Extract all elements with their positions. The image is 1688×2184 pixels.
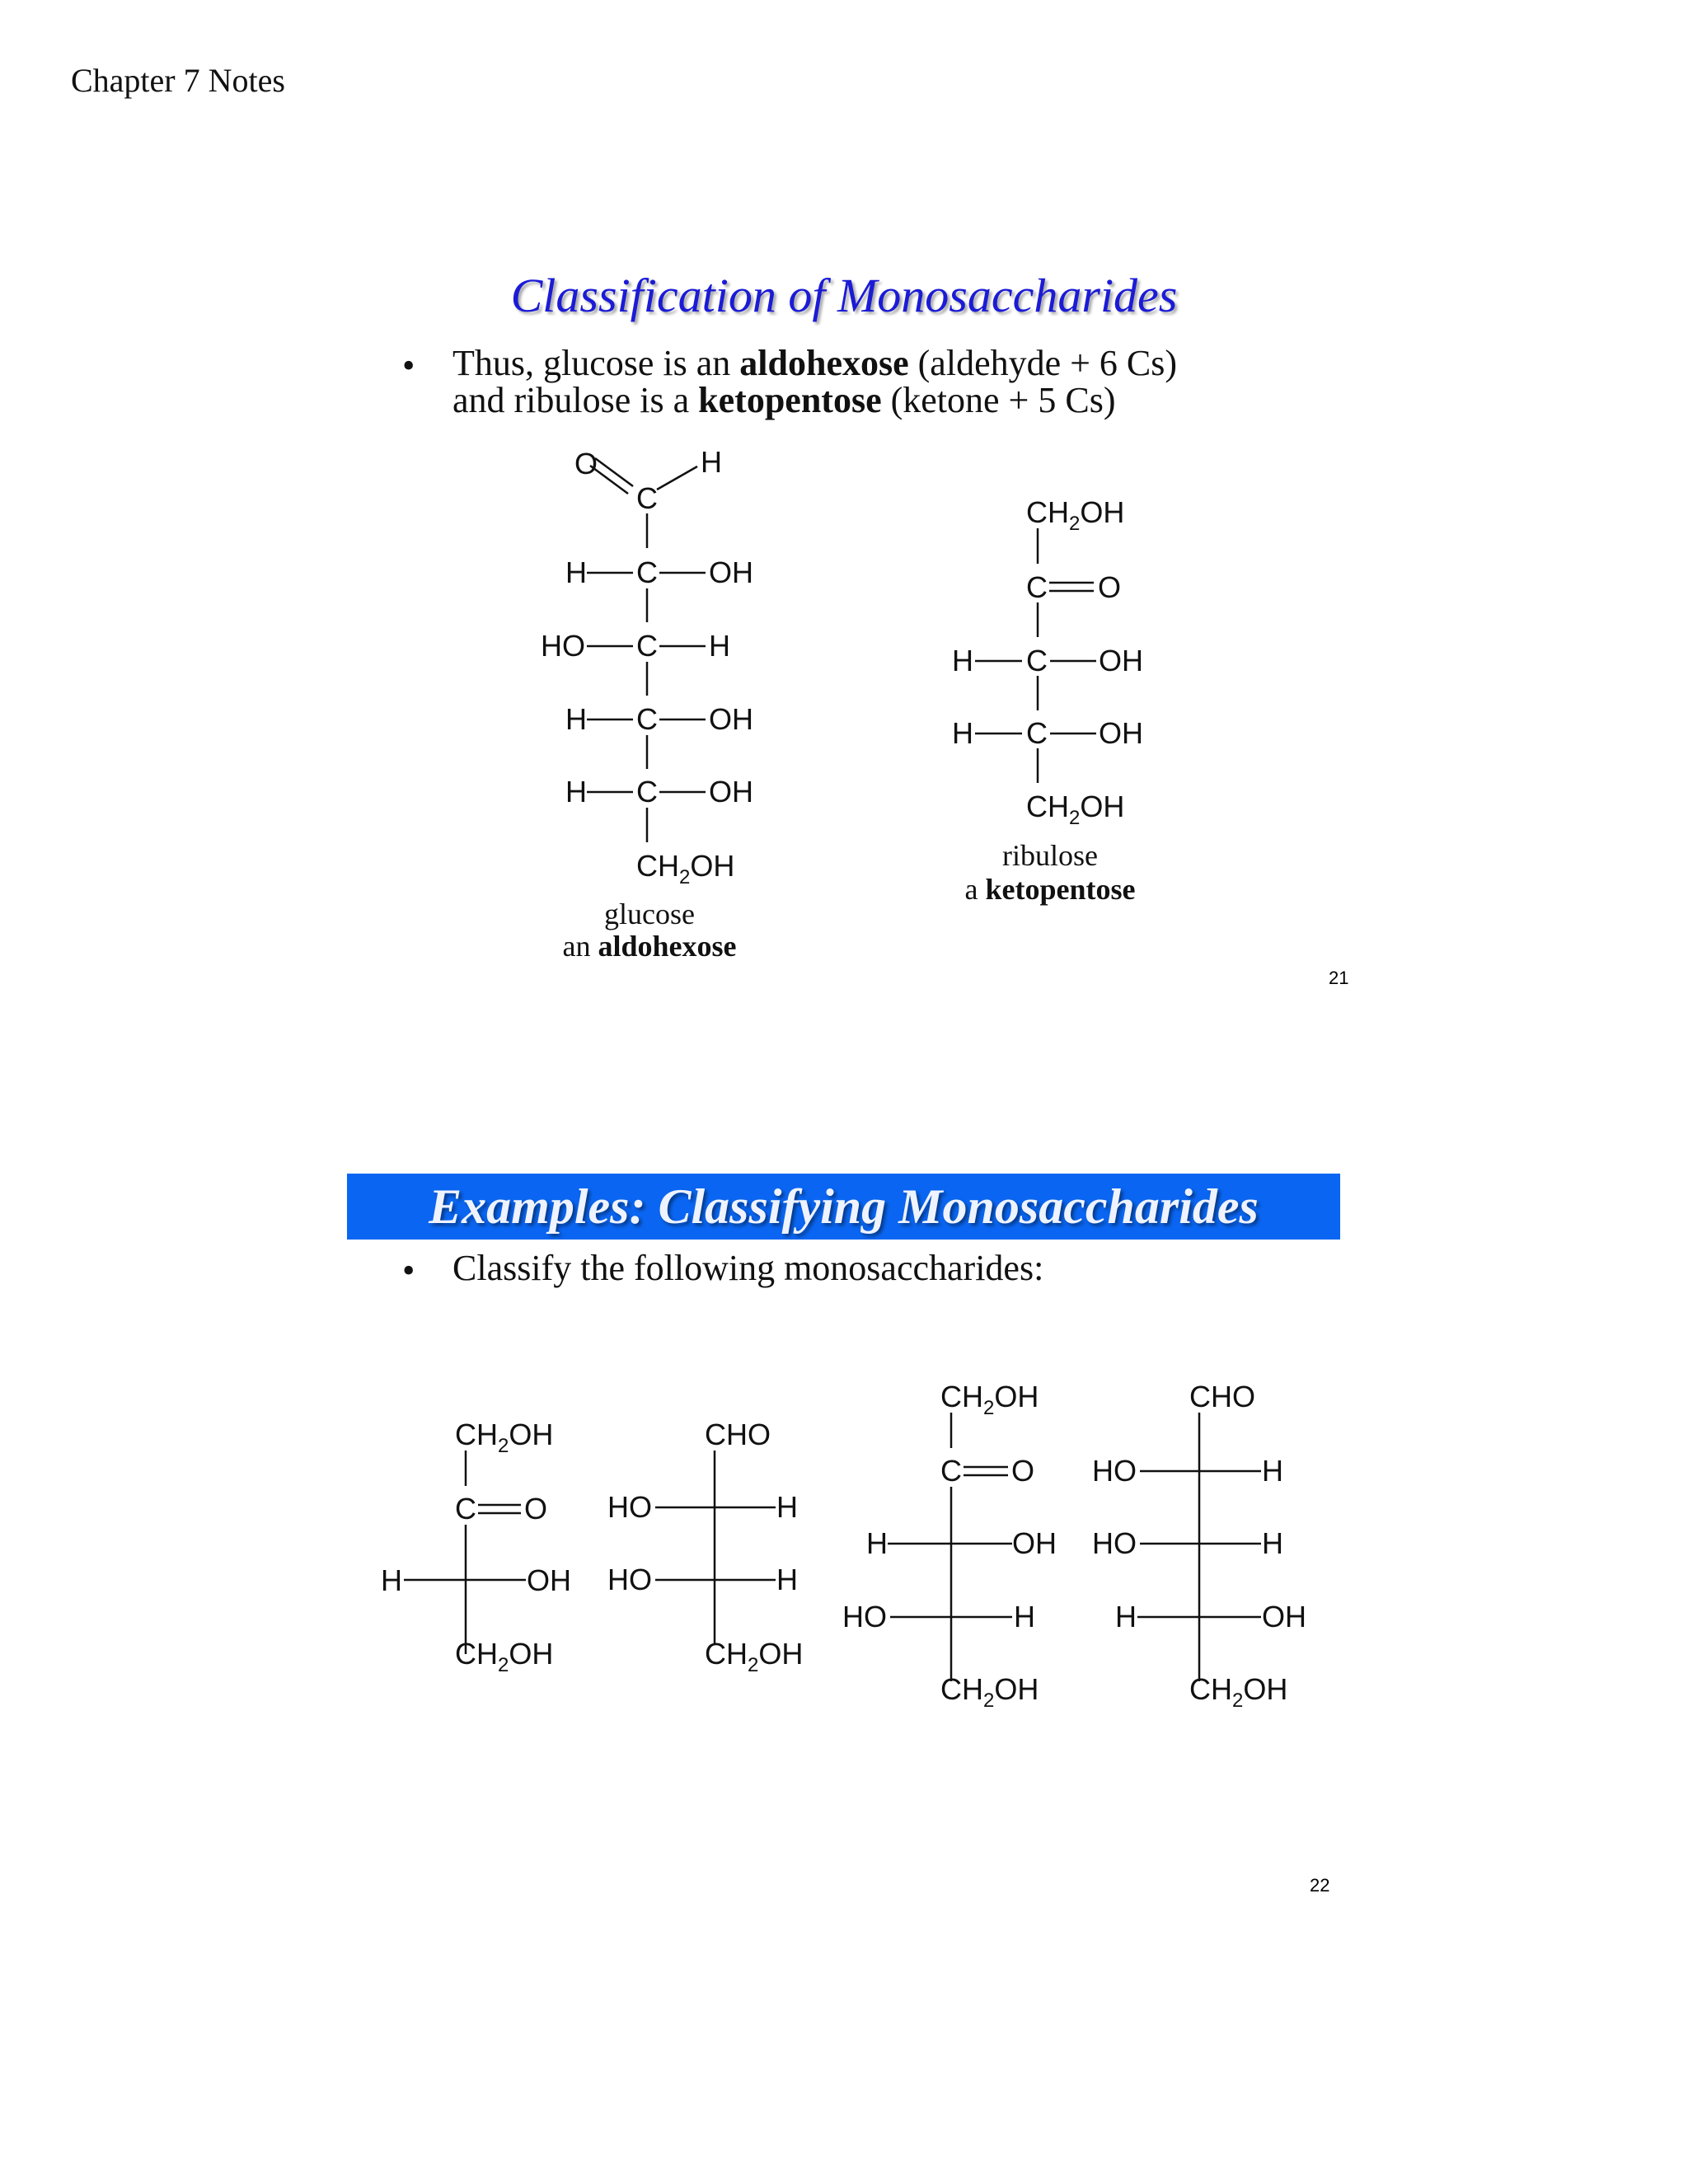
svg-text:HO: HO <box>1092 1526 1137 1560</box>
ribulose-top: $CH_2OH$ <box>1026 495 1125 535</box>
slide-22-bullet: Classify the following monosaccharides: <box>452 1248 1044 1288</box>
glucose-c4: C <box>636 702 658 736</box>
glucose-r4-left: H <box>565 702 587 736</box>
bullet-dot: • <box>402 345 415 386</box>
glucose-c3: C <box>636 629 658 663</box>
svg-text:H: H <box>776 1490 798 1524</box>
example-structure-2 <box>607 1418 803 1676</box>
svg-text:HO: HO <box>607 1490 652 1524</box>
svg-text:CHO: CHO <box>705 1418 771 1451</box>
glucose-r3-right: H <box>709 629 730 663</box>
svg-text:H: H <box>1262 1526 1283 1560</box>
svg-text:H: H <box>866 1526 888 1560</box>
svg-text:O: O <box>524 1492 548 1526</box>
example-structure-3 <box>842 1380 1057 1712</box>
example-structure-1 <box>381 1418 571 1676</box>
svg-text:CHO: CHO <box>1189 1380 1255 1413</box>
glucose-r4-right: OH <box>709 702 753 736</box>
glucose-r2-right: OH <box>709 555 753 589</box>
svg-text:CH2OH: $CH_2OH$ <box>940 1380 1039 1419</box>
svg-text:CH2OH: $CH_2OH$ <box>455 1418 554 1457</box>
document-header: Chapter 7 Notes <box>71 62 285 99</box>
svg-text:H: H <box>776 1563 798 1596</box>
glucose-c2: C <box>636 555 658 589</box>
svg-text:C: C <box>455 1492 476 1526</box>
ribulose-r3-right: OH <box>1099 644 1143 677</box>
svg-text:CH2OH: $CH_2OH$ <box>940 1672 1039 1712</box>
glucose-r3-left: HO <box>541 629 585 663</box>
example-structure-4 <box>1092 1380 1306 1712</box>
ribulose-c4: C <box>1026 716 1048 750</box>
svg-text:HO: HO <box>607 1563 652 1596</box>
ribulose-r4-left: H <box>952 716 973 750</box>
svg-text:H: H <box>1115 1600 1137 1633</box>
ribulose-o: O <box>1098 570 1122 604</box>
glucose-bottom: $CH_2OH$ <box>636 849 735 888</box>
ribulose-r3-left: H <box>952 644 973 677</box>
glucose-c1: C <box>636 481 658 515</box>
slide-22-page-number: 22 <box>1310 1875 1330 1896</box>
slide-21-bullet: Thus, glucose is an aldohexose (aldehyde + 6 Cs) and ribulose is a ketopentose (ketone + 5 Cs) <box>452 343 1178 420</box>
glucose-h-top: H <box>701 445 722 479</box>
svg-text:HO: HO <box>1092 1454 1137 1488</box>
svg-text:OH: OH <box>1262 1600 1306 1633</box>
ribulose-c2: C <box>1026 570 1048 604</box>
svg-text:HO: HO <box>842 1600 887 1633</box>
svg-text:H: H <box>381 1563 402 1597</box>
svg-text:H: H <box>1262 1454 1283 1488</box>
glucose-o: O <box>574 447 598 480</box>
glucose-c5: C <box>636 775 658 808</box>
ribulose-class: a ketopentose <box>964 873 1136 906</box>
slide-21-page-number: 21 <box>1329 968 1349 988</box>
ribulose-r4-right: OH <box>1099 716 1143 750</box>
slide-21-title: Classification of Monosaccharides <box>510 269 1178 322</box>
svg-text:CH2OH: $CH_2OH$ <box>1189 1672 1288 1712</box>
svg-text:O: O <box>1011 1454 1035 1488</box>
ribulose-name: ribulose <box>1002 839 1098 872</box>
glucose-r5-right: OH <box>709 775 753 808</box>
svg-text:OH: OH <box>1012 1526 1057 1560</box>
ribulose-c3: C <box>1026 644 1048 677</box>
svg-text:H: H <box>1014 1600 1035 1633</box>
glucose-name: glucose <box>604 898 695 930</box>
svg-text:CH2OH: $CH_2OH$ <box>455 1637 554 1676</box>
glucose-class: an aldohexose <box>562 930 737 963</box>
bullet-dot: • <box>402 1250 415 1291</box>
svg-text:OH: OH <box>527 1563 571 1597</box>
slide-22-title: Examples: Classifying Monosaccharides <box>429 1179 1259 1234</box>
svg-text:CH2OH: $CH_2OH$ <box>705 1637 804 1676</box>
glucose-r5-left: H <box>565 775 587 808</box>
svg-text:C: C <box>940 1454 962 1488</box>
glucose-r2-left: H <box>565 555 587 589</box>
ribulose-bottom: $CH_2OH$ <box>1026 790 1125 829</box>
